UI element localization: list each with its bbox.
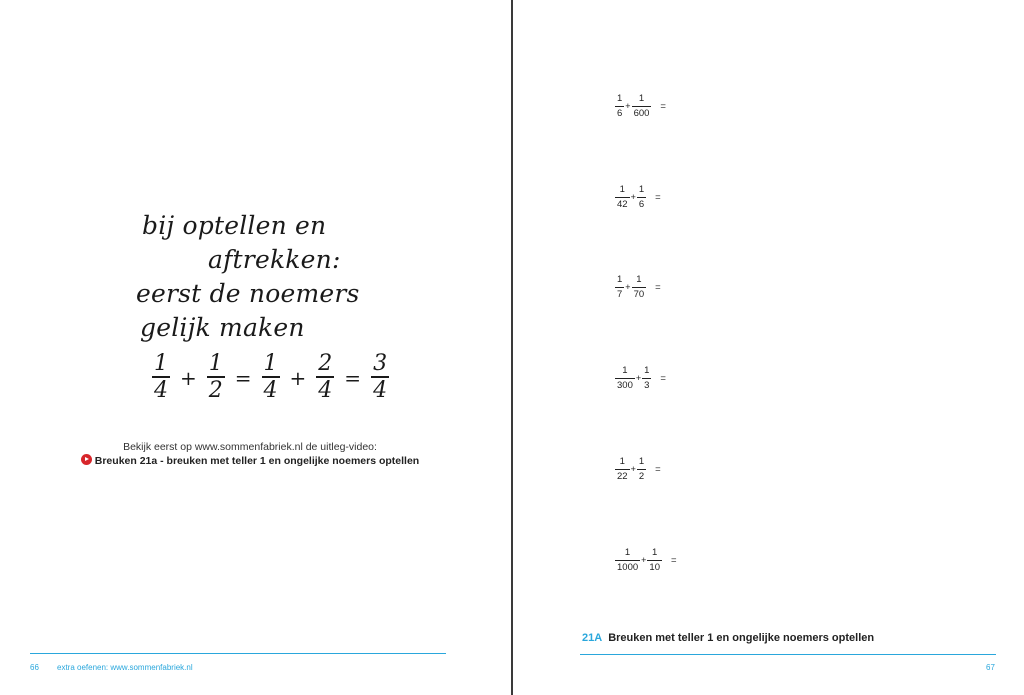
chapter-title-text: Breuken met teller 1 en ongelijke noemers optellen [608,632,875,644]
exercise-item [615,366,666,390]
fraction-denominator: 10 [649,561,660,573]
fraction-denominator: 6 [617,107,623,119]
fraction-denominator: 4 [373,378,388,403]
handwritten-note [130,205,390,405]
plus-sign: + [635,373,642,383]
fraction [637,185,646,209]
fraction-denominator: 4 [318,378,333,403]
fraction-denominator: 7 [617,288,623,300]
chapter-title [582,632,874,644]
fraction-numerator: 1 [622,365,628,376]
handwritten-fraction [371,353,389,402]
fraction-numerator: 1 [624,547,631,558]
footer-website-text: extra oefenen: www.sommenfabriek.nl [57,663,193,672]
fraction-denominator: 600 [633,107,650,119]
fraction [615,185,630,209]
handwriting-line-1: bij optellen en [142,211,327,240]
fraction [615,548,640,572]
handwritten-fraction [262,353,280,402]
equals-sign: = [660,372,666,384]
play-icon[interactable] [81,454,92,465]
handwritten-fraction [152,353,170,402]
exercise-item [615,185,661,209]
fraction-numerator: 1 [636,274,642,285]
fraction-numerator: 1 [619,456,625,467]
fraction-numerator: 2 [318,351,333,376]
fraction-denominator: 2 [208,378,223,403]
handwritten-equation [146,353,395,402]
footer-divider [580,654,996,655]
plus-sign: + [180,365,197,390]
fraction-denominator: 2 [638,470,645,482]
equals-sign: = [234,365,252,390]
fraction [632,275,647,299]
footer-divider [30,653,446,654]
video-intro-text: Bekijk eerst op www.sommenfabriek.nl de uitleg-video: [123,441,377,453]
fraction-numerator: 1 [638,93,645,104]
fraction [647,548,662,572]
equals-sign: = [655,191,661,203]
equals-sign: = [655,281,661,293]
fraction [615,275,624,299]
fraction-denominator: 42 [617,198,628,210]
fraction-numerator: 1 [208,351,223,376]
exercise-item [615,275,661,299]
fraction [637,457,646,481]
right-page [513,0,1024,695]
fraction [642,366,651,390]
plus-sign: + [625,101,631,111]
exercise-item [615,548,677,572]
fraction-numerator: 1 [644,365,650,376]
fraction-denominator: 22 [617,470,628,482]
fraction-denominator: 1000 [617,561,639,573]
equals-sign: = [670,554,677,566]
equals-sign: = [660,100,666,112]
fraction-denominator: 3 [644,379,650,391]
video-note [60,441,440,468]
fraction-numerator: 3 [373,351,388,376]
plus-sign: + [625,282,631,292]
fraction-numerator: 1 [617,93,623,104]
fraction-numerator: 1 [638,184,645,195]
fraction-numerator: 1 [154,351,168,376]
left-page [0,0,511,695]
exercise-item [615,457,661,481]
chapter-code: 21A [582,632,603,644]
fraction [615,366,635,390]
handwriting-line-2: aftrekken: [208,245,341,274]
fraction-numerator: 1 [617,274,623,285]
equals-sign: = [344,365,362,390]
fraction [615,94,624,118]
handwriting-line-4: gelijk maken [140,313,305,342]
fraction [632,94,652,118]
handwriting-line-3: eerst de noemers [136,279,360,308]
plus-sign: + [630,464,636,474]
plus-sign: + [630,192,636,202]
fraction-denominator: 70 [633,288,645,300]
page-number: 66 [30,663,39,672]
fraction [615,457,630,481]
plus-sign: + [641,555,647,565]
handwritten-fraction [207,353,225,402]
fraction-numerator: 1 [638,456,645,467]
handwritten-fraction [316,353,334,402]
fraction-denominator: 6 [638,198,645,210]
video-link[interactable]: Breuken 21a - breuken met teller 1 en ongelijke noemers optellen [94,455,420,467]
equals-sign: = [655,463,661,475]
fraction-denominator: 4 [263,378,278,403]
fraction-denominator: 300 [617,379,633,391]
fraction-denominator: 4 [154,378,168,403]
fraction-numerator: 1 [652,547,658,558]
fraction-numerator: 1 [263,351,278,376]
plus-sign: + [289,365,307,390]
fraction-numerator: 1 [619,184,625,195]
page-number: 67 [986,663,995,672]
exercise-item [615,94,666,118]
